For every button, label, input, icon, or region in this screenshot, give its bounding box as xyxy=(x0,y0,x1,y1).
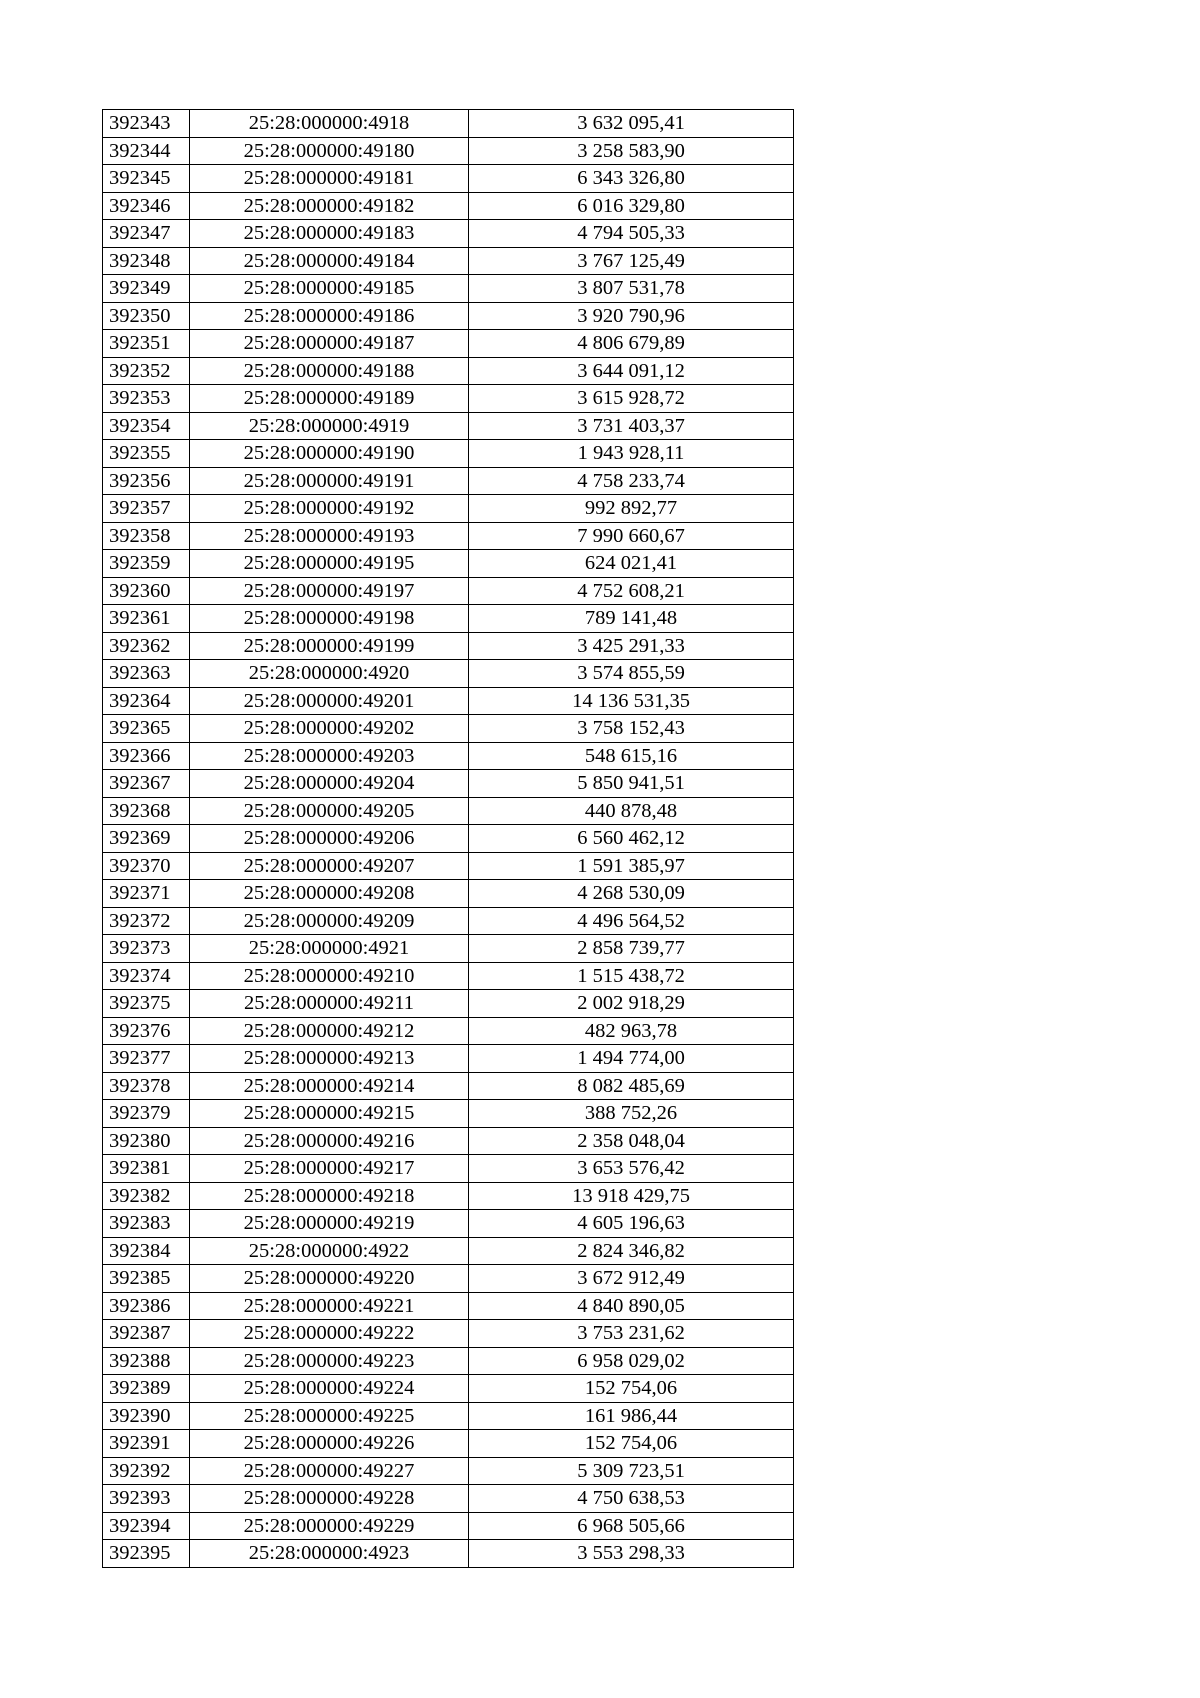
record-number-cell: 392393 xyxy=(103,1485,190,1513)
record-number-cell: 392361 xyxy=(103,605,190,633)
record-number-cell: 392363 xyxy=(103,660,190,688)
cadastral-value-cell: 3 767 125,49 xyxy=(469,247,794,275)
table-row xyxy=(103,412,794,440)
cadastral-value-cell: 5 850 941,51 xyxy=(469,770,794,798)
record-number-cell: 392349 xyxy=(103,275,190,303)
cadastral-number-cell: 25:28:000000:4920 xyxy=(190,660,469,688)
cadastral-number-cell: 25:28:000000:49182 xyxy=(190,192,469,220)
table-row xyxy=(103,632,794,660)
table-row xyxy=(103,880,794,908)
table-row xyxy=(103,192,794,220)
record-number-cell: 392364 xyxy=(103,687,190,715)
record-number-cell: 392383 xyxy=(103,1210,190,1238)
cadastral-number-cell: 25:28:000000:49190 xyxy=(190,440,469,468)
record-number-cell: 392351 xyxy=(103,330,190,358)
cadastral-value-cell: 6 958 029,02 xyxy=(469,1347,794,1375)
cadastral-value-cell: 548 615,16 xyxy=(469,742,794,770)
table-row xyxy=(103,1237,794,1265)
cadastral-value-cell: 4 605 196,63 xyxy=(469,1210,794,1238)
record-number-cell: 392392 xyxy=(103,1457,190,1485)
cadastral-value-cell: 3 753 231,62 xyxy=(469,1320,794,1348)
table-row xyxy=(103,935,794,963)
record-number-cell: 392357 xyxy=(103,495,190,523)
cadastral-value-cell: 789 141,48 xyxy=(469,605,794,633)
cadastral-number-cell: 25:28:000000:49215 xyxy=(190,1100,469,1128)
cadastral-value-cell: 6 968 505,66 xyxy=(469,1512,794,1540)
cadastral-number-cell: 25:28:000000:49188 xyxy=(190,357,469,385)
cadastral-value-cell: 440 878,48 xyxy=(469,797,794,825)
table-row xyxy=(103,522,794,550)
cadastral-value-cell: 3 574 855,59 xyxy=(469,660,794,688)
table-row xyxy=(103,1347,794,1375)
cadastral-value-cell: 3 653 576,42 xyxy=(469,1155,794,1183)
cadastral-number-cell: 25:28:000000:49213 xyxy=(190,1045,469,1073)
cadastral-value-cell: 152 754,06 xyxy=(469,1375,794,1403)
table-row xyxy=(103,220,794,248)
record-number-cell: 392370 xyxy=(103,852,190,880)
table-row xyxy=(103,1265,794,1293)
cadastral-value-cell: 4 794 505,33 xyxy=(469,220,794,248)
cadastral-number-cell: 25:28:000000:49180 xyxy=(190,137,469,165)
cadastral-value-cell: 1 515 438,72 xyxy=(469,962,794,990)
record-number-cell: 392388 xyxy=(103,1347,190,1375)
cadastral-value-cell: 1 591 385,97 xyxy=(469,852,794,880)
record-number-cell: 392355 xyxy=(103,440,190,468)
record-number-cell: 392385 xyxy=(103,1265,190,1293)
record-number-cell: 392358 xyxy=(103,522,190,550)
cadastral-value-cell: 7 990 660,67 xyxy=(469,522,794,550)
cadastral-value-cell: 4 496 564,52 xyxy=(469,907,794,935)
record-number-cell: 392394 xyxy=(103,1512,190,1540)
cadastral-number-cell: 25:28:000000:49228 xyxy=(190,1485,469,1513)
table-row xyxy=(103,385,794,413)
cadastral-number-cell: 25:28:000000:49216 xyxy=(190,1127,469,1155)
table-row xyxy=(103,715,794,743)
cadastral-value-cell: 3 758 152,43 xyxy=(469,715,794,743)
table-row xyxy=(103,825,794,853)
record-number-cell: 392348 xyxy=(103,247,190,275)
table-row xyxy=(103,440,794,468)
cadastral-number-cell: 25:28:000000:49208 xyxy=(190,880,469,908)
cadastral-value-cell: 388 752,26 xyxy=(469,1100,794,1128)
cadastral-number-cell: 25:28:000000:4923 xyxy=(190,1540,469,1568)
cadastral-value-cell: 2 824 346,82 xyxy=(469,1237,794,1265)
cadastral-number-cell: 25:28:000000:49226 xyxy=(190,1430,469,1458)
cadastral-value-cell: 3 807 531,78 xyxy=(469,275,794,303)
table-row xyxy=(103,1210,794,1238)
table-row xyxy=(103,137,794,165)
cadastral-number-cell: 25:28:000000:49192 xyxy=(190,495,469,523)
cadastral-value-cell: 6 343 326,80 xyxy=(469,165,794,193)
table-body xyxy=(103,110,794,1568)
table-row xyxy=(103,467,794,495)
table-row xyxy=(103,550,794,578)
cadastral-number-cell: 25:28:000000:49185 xyxy=(190,275,469,303)
table-row xyxy=(103,330,794,358)
record-number-cell: 392376 xyxy=(103,1017,190,1045)
cadastral-value-cell: 161 986,44 xyxy=(469,1402,794,1430)
cadastral-number-cell: 25:28:000000:49186 xyxy=(190,302,469,330)
cadastral-number-cell: 25:28:000000:49187 xyxy=(190,330,469,358)
cadastral-value-cell: 3 553 298,33 xyxy=(469,1540,794,1568)
cadastral-number-cell: 25:28:000000:4921 xyxy=(190,935,469,963)
cadastral-value-cell: 3 644 091,12 xyxy=(469,357,794,385)
table-row xyxy=(103,1402,794,1430)
record-number-cell: 392352 xyxy=(103,357,190,385)
cadastral-number-cell: 25:28:000000:49183 xyxy=(190,220,469,248)
cadastral-number-cell: 25:28:000000:49181 xyxy=(190,165,469,193)
table-row xyxy=(103,770,794,798)
cadastral-number-cell: 25:28:000000:49189 xyxy=(190,385,469,413)
cadastral-value-cell: 482 963,78 xyxy=(469,1017,794,1045)
cadastral-number-cell: 25:28:000000:49218 xyxy=(190,1182,469,1210)
cadastral-number-cell: 25:28:000000:4918 xyxy=(190,110,469,138)
table-row xyxy=(103,247,794,275)
table-row xyxy=(103,660,794,688)
cadastral-number-cell: 25:28:000000:49195 xyxy=(190,550,469,578)
table-row xyxy=(103,1540,794,1568)
cadastral-number-cell: 25:28:000000:49214 xyxy=(190,1072,469,1100)
table-row xyxy=(103,1512,794,1540)
record-number-cell: 392387 xyxy=(103,1320,190,1348)
record-number-cell: 392381 xyxy=(103,1155,190,1183)
cadastral-value-cell: 4 268 530,09 xyxy=(469,880,794,908)
record-number-cell: 392378 xyxy=(103,1072,190,1100)
record-number-cell: 392379 xyxy=(103,1100,190,1128)
table-row xyxy=(103,687,794,715)
cadastral-value-cell: 14 136 531,35 xyxy=(469,687,794,715)
cadastral-number-cell: 25:28:000000:4922 xyxy=(190,1237,469,1265)
record-number-cell: 392390 xyxy=(103,1402,190,1430)
table-row xyxy=(103,1045,794,1073)
record-number-cell: 392391 xyxy=(103,1430,190,1458)
cadastral-number-cell: 25:28:000000:49211 xyxy=(190,990,469,1018)
record-number-cell: 392374 xyxy=(103,962,190,990)
cadastral-value-cell: 3 425 291,33 xyxy=(469,632,794,660)
record-number-cell: 392353 xyxy=(103,385,190,413)
record-number-cell: 392362 xyxy=(103,632,190,660)
cadastral-value-cell: 1 943 928,11 xyxy=(469,440,794,468)
table-row xyxy=(103,1100,794,1128)
record-number-cell: 392369 xyxy=(103,825,190,853)
record-number-cell: 392365 xyxy=(103,715,190,743)
record-number-cell: 392367 xyxy=(103,770,190,798)
cadastral-value-cell: 4 806 679,89 xyxy=(469,330,794,358)
record-number-cell: 392372 xyxy=(103,907,190,935)
record-number-cell: 392350 xyxy=(103,302,190,330)
cadastral-number-cell: 25:28:000000:49203 xyxy=(190,742,469,770)
cadastral-value-table xyxy=(102,109,794,1568)
table-row xyxy=(103,302,794,330)
cadastral-value-cell: 4 752 608,21 xyxy=(469,577,794,605)
cadastral-value-cell: 4 840 890,05 xyxy=(469,1292,794,1320)
table-row xyxy=(103,1072,794,1100)
table-row xyxy=(103,1485,794,1513)
table-row xyxy=(103,1457,794,1485)
cadastral-number-cell: 25:28:000000:49222 xyxy=(190,1320,469,1348)
cadastral-value-cell: 624 021,41 xyxy=(469,550,794,578)
record-number-cell: 392395 xyxy=(103,1540,190,1568)
record-number-cell: 392344 xyxy=(103,137,190,165)
cadastral-number-cell: 25:28:000000:49206 xyxy=(190,825,469,853)
cadastral-value-cell: 13 918 429,75 xyxy=(469,1182,794,1210)
cadastral-number-cell: 25:28:000000:49225 xyxy=(190,1402,469,1430)
cadastral-value-cell: 4 750 638,53 xyxy=(469,1485,794,1513)
table-row xyxy=(103,1017,794,1045)
cadastral-value-cell: 2 358 048,04 xyxy=(469,1127,794,1155)
table-row xyxy=(103,1127,794,1155)
table-row xyxy=(103,110,794,138)
cadastral-number-cell: 25:28:000000:49197 xyxy=(190,577,469,605)
record-number-cell: 392359 xyxy=(103,550,190,578)
cadastral-number-cell: 25:28:000000:49205 xyxy=(190,797,469,825)
table-row xyxy=(103,1430,794,1458)
record-number-cell: 392346 xyxy=(103,192,190,220)
cadastral-number-cell: 25:28:000000:49219 xyxy=(190,1210,469,1238)
cadastral-value-cell: 6 560 462,12 xyxy=(469,825,794,853)
record-number-cell: 392384 xyxy=(103,1237,190,1265)
table-row xyxy=(103,275,794,303)
table-row xyxy=(103,797,794,825)
table-row xyxy=(103,1155,794,1183)
record-number-cell: 392380 xyxy=(103,1127,190,1155)
cadastral-number-cell: 25:28:000000:49198 xyxy=(190,605,469,633)
cadastral-value-cell: 6 016 329,80 xyxy=(469,192,794,220)
record-number-cell: 392360 xyxy=(103,577,190,605)
table-row xyxy=(103,990,794,1018)
table-row xyxy=(103,605,794,633)
table-row xyxy=(103,1320,794,1348)
cadastral-value-cell: 3 632 095,41 xyxy=(469,110,794,138)
record-number-cell: 392345 xyxy=(103,165,190,193)
table-row xyxy=(103,742,794,770)
cadastral-number-cell: 25:28:000000:49201 xyxy=(190,687,469,715)
record-number-cell: 392386 xyxy=(103,1292,190,1320)
cadastral-number-cell: 25:28:000000:49204 xyxy=(190,770,469,798)
record-number-cell: 392389 xyxy=(103,1375,190,1403)
cadastral-value-cell: 2 858 739,77 xyxy=(469,935,794,963)
record-number-cell: 392356 xyxy=(103,467,190,495)
cadastral-number-cell: 25:28:000000:49209 xyxy=(190,907,469,935)
record-number-cell: 392368 xyxy=(103,797,190,825)
cadastral-value-cell: 3 920 790,96 xyxy=(469,302,794,330)
table-row xyxy=(103,1182,794,1210)
record-number-cell: 392371 xyxy=(103,880,190,908)
table-row xyxy=(103,907,794,935)
cadastral-number-cell: 25:28:000000:49191 xyxy=(190,467,469,495)
record-number-cell: 392354 xyxy=(103,412,190,440)
cadastral-number-cell: 25:28:000000:49227 xyxy=(190,1457,469,1485)
table-row xyxy=(103,165,794,193)
cadastral-value-cell: 5 309 723,51 xyxy=(469,1457,794,1485)
cadastral-number-cell: 25:28:000000:49199 xyxy=(190,632,469,660)
cadastral-value-cell: 992 892,77 xyxy=(469,495,794,523)
cadastral-number-cell: 25:28:000000:49224 xyxy=(190,1375,469,1403)
table-row xyxy=(103,852,794,880)
record-number-cell: 392382 xyxy=(103,1182,190,1210)
record-number-cell: 392366 xyxy=(103,742,190,770)
cadastral-number-cell: 25:28:000000:49217 xyxy=(190,1155,469,1183)
cadastral-number-cell: 25:28:000000:49212 xyxy=(190,1017,469,1045)
cadastral-value-cell: 2 002 918,29 xyxy=(469,990,794,1018)
cadastral-value-cell: 152 754,06 xyxy=(469,1430,794,1458)
cadastral-value-cell: 4 758 233,74 xyxy=(469,467,794,495)
cadastral-value-cell: 3 731 403,37 xyxy=(469,412,794,440)
table-row xyxy=(103,962,794,990)
table-row xyxy=(103,577,794,605)
cadastral-number-cell: 25:28:000000:49193 xyxy=(190,522,469,550)
cadastral-number-cell: 25:28:000000:49184 xyxy=(190,247,469,275)
cadastral-number-cell: 25:28:000000:49221 xyxy=(190,1292,469,1320)
cadastral-number-cell: 25:28:000000:49220 xyxy=(190,1265,469,1293)
cadastral-value-cell: 1 494 774,00 xyxy=(469,1045,794,1073)
cadastral-value-cell: 8 082 485,69 xyxy=(469,1072,794,1100)
table-row xyxy=(103,495,794,523)
record-number-cell: 392377 xyxy=(103,1045,190,1073)
cadastral-number-cell: 25:28:000000:4919 xyxy=(190,412,469,440)
cadastral-value-cell: 3 615 928,72 xyxy=(469,385,794,413)
cadastral-number-cell: 25:28:000000:49229 xyxy=(190,1512,469,1540)
table-row xyxy=(103,1375,794,1403)
cadastral-number-cell: 25:28:000000:49223 xyxy=(190,1347,469,1375)
record-number-cell: 392343 xyxy=(103,110,190,138)
record-number-cell: 392375 xyxy=(103,990,190,1018)
record-number-cell: 392373 xyxy=(103,935,190,963)
cadastral-number-cell: 25:28:000000:49202 xyxy=(190,715,469,743)
record-number-cell: 392347 xyxy=(103,220,190,248)
cadastral-number-cell: 25:28:000000:49210 xyxy=(190,962,469,990)
table-row xyxy=(103,1292,794,1320)
cadastral-number-cell: 25:28:000000:49207 xyxy=(190,852,469,880)
table-row xyxy=(103,357,794,385)
cadastral-value-cell: 3 672 912,49 xyxy=(469,1265,794,1293)
cadastral-value-cell: 3 258 583,90 xyxy=(469,137,794,165)
